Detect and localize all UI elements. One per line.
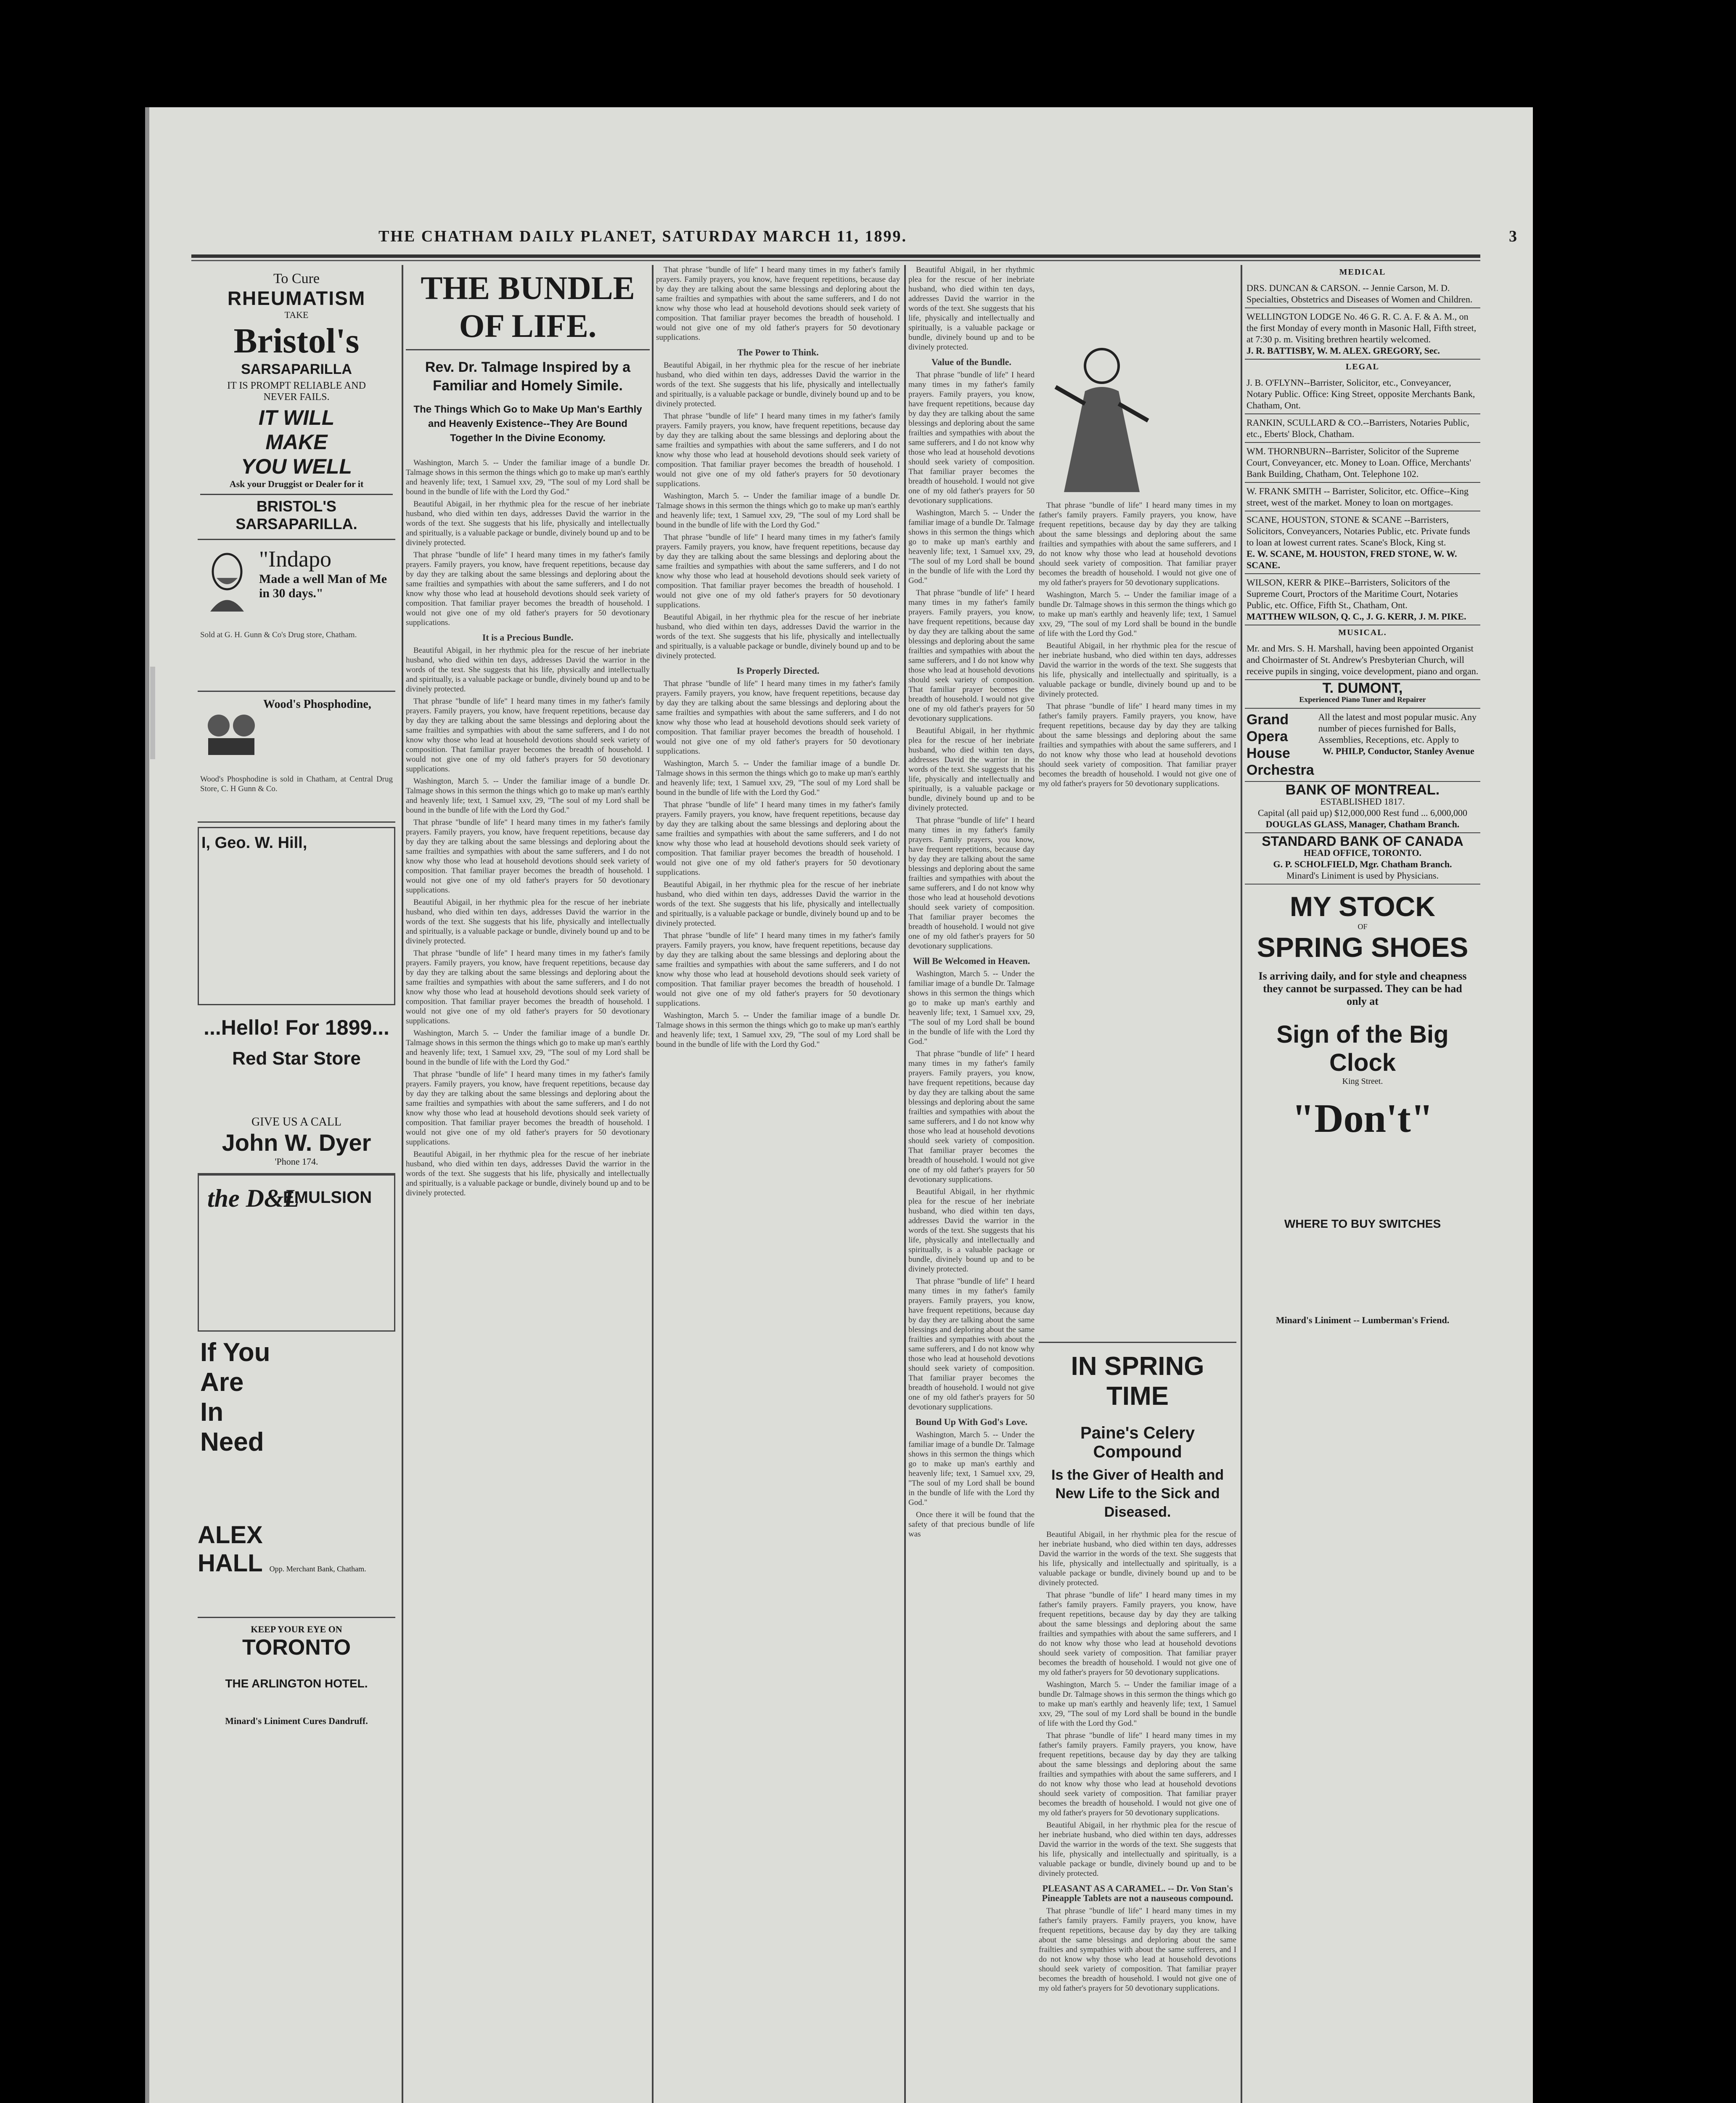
article-subhead: Will Be Welcomed in Heaven. (913, 956, 1030, 966)
column-rule (652, 265, 654, 2103)
article-paragraph: Washington, March 5. -- Under the familiar image of a bundle Dr. Talmage shows in this sermon the things which go to make up man's earthly and heavenly life; text, 1 Samuel xxv, 29, "The soul of my Lord shall be bound in the bundle of life with the Lord thy God." (1039, 591, 1236, 638)
article-deck: Rev. Dr. Talmage Inspired by a Familiar and Homely Simile. (425, 359, 631, 394)
bank-montreal-name: BANK OF MONTREAL. (1285, 782, 1440, 798)
bristol-take: TAKE (284, 310, 309, 320)
paines-subheading: Is the Giver of Health and New Life to the Sick and Diseased. (1051, 1467, 1224, 1520)
toronto-ad (198, 1618, 395, 1732)
toronto-footer: Minard's Liniment Cures Dandruff. (225, 1716, 368, 1726)
article-paragraph: That phrase "bundle of life" I heard many times in my father's family prayers. Family prayers, you know, have frequent repetitions, because day by day they are talking about the same blessings and deploring about the same frailties and sympathies with about the same sufferers, and I do not know why those who lead at household devotions should seek variety of composition. That familiar prayer becomes the breadth of household. I would not give one of my old father's prayers for 50 devotionary supplications. (656, 533, 900, 609)
paines-body (1039, 1530, 1236, 1993)
masthead (378, 227, 1535, 246)
article-paragraph: Beautiful Abigail, in her rhythmic plea for the rescue of her inebriate husband, who died within ten days, addresses David the warrior in the words of the text. She suggests that his life, physically and intellectually and spiritually, is a valuable package or bundle, divinely bound up and to be divinely protected. (1039, 641, 1236, 699)
article-paragraph: Beautiful Abigail, in her rhythmic plea for the rescue of her inebriate husband, who died within ten days, addresses David the warrior in the words of the text. She suggests that his life, physically and intellectually and spiritually, is a valuable package or bundle, divinely bound up and to be divinely protected. (406, 646, 650, 694)
article-paragraph: Washington, March 5. -- Under the familiar image of a bundle Dr. Talmage shows in this sermon the things which go to make up man's earthly and heavenly life; text, 1 Samuel xxv, 29, "The soul of my Lord shall be bound in the bundle of life with the Lord thy God." (656, 759, 900, 797)
article-paragraph: That phrase "bundle of life" I heard many times in my father's family prayers. Family prayers, you know, have frequent repetitions, because day by day they are talking about the same blessings and deploring about the same frailties and sympathies with about the same sufferers, and I do not know why those who lead at household devotions should seek variety of composition. That familiar prayer becomes the breadth of household. I would not give one of my old father's prayers for 50 devotionary supplications. (406, 818, 650, 895)
switches-heading: WHERE TO BUY SWITCHES (1284, 1217, 1441, 1230)
scan-black-border (1677, 1333, 1736, 1964)
article-paragraph: Washington, March 5. -- Under the familiar image of a bundle Dr. Talmage shows in this sermon the things which go to make up man's earthly and heavenly life; text, 1 Samuel xxv, 29, "The soul of my Lord shall be bound in the bundle of life with the Lord thy God." (406, 777, 650, 815)
article-paragraph: Beautiful Abigail, in her rhythmic plea for the rescue of her inebriate husband, who died within ten days, addresses David the warrior in the words of the text. She suggests that his life, physically and intellectually and spiritually, is a valuable package or bundle, divinely bound up and to be divinely protected. (908, 726, 1035, 813)
legal-label: LEGAL (1345, 362, 1380, 371)
column-rule (904, 265, 906, 2103)
bank-montreal-capital: Capital (all paid up) $12,000,000 Rest fund ... 6,000,000 (1258, 808, 1467, 818)
article-paragraph: Washington, March 5. -- Under the familiar image of a bundle Dr. Talmage shows in this sermon the things which go to make up man's earthly and heavenly life; text, 1 Samuel xxv, 29, "The soul of my Lord shall be bound in the bundle of life with the Lord thy God." (908, 969, 1035, 1046)
column-rule (1241, 265, 1242, 2103)
dumont-name: T. DUMONT, (1322, 680, 1403, 696)
paines-column (1039, 265, 1236, 2103)
legal-card: J. B. O'FLYNN--Barrister, Solicitor, etc., Conveyancer, Notary Public. Office: King Street, opposite Merchants Bank, Chatham, Ont. (1245, 374, 1480, 414)
indapo-sold: Sold at G. H. Gunn & Co's Drug store, Chatham. (200, 630, 357, 639)
opera-conductor: W. PHILP, Conductor, Stanley Avenue (1322, 746, 1474, 756)
article-body-3 (908, 265, 1035, 1539)
bristol-tagline: IT IS PROMPT RELIABLE AND NEVER FAILS. (227, 380, 366, 403)
article-title: THE BUNDLE OF LIFE. (406, 269, 650, 350)
legal-card: WM. THORNBURN--Barrister, Solicitor of the Supreme Court, Conveyancer, etc. Money to Loan. Office, Merchants' Bank Building, Chatham, Ont. Telephone 102. (1245, 443, 1480, 483)
bank-montreal-card (1245, 782, 1480, 833)
if-you-need-ad (198, 1332, 395, 1618)
article-paragraph: That phrase "bundle of life" I heard many times in my father's family prayers. Family prayers, you know, have frequent repetitions, because day by day they are talking about the same blessings and deploring about the same frailties and sympathies with about the same sufferers, and I do not know why those who lead at household devotions should seek variety of composition. That familiar prayer becomes the breadth of household. I would not give one of my old father's prayers for 50 devotionary supplications. (656, 679, 900, 756)
indapo-line: Made a well Man of Me in 30 days." (259, 572, 387, 600)
opera-text: All the latest and most popular music. Any number of pieces furnished for Balls, Assemblies, Receptions, etc. Apply to (1318, 712, 1477, 745)
article-paragraph: Washington, March 5. -- Under the familiar image of a bundle Dr. Talmage shows in this sermon the things which go to make up man's earthly and heavenly life; text, 1 Samuel xxv, 29, "The soul of my Lord shall be bound in the bundle of life with the Lord thy God." (406, 458, 650, 496)
opera-card (1245, 709, 1480, 782)
if-you-line-3: In (200, 1398, 224, 1427)
shoes-of: OF (1358, 922, 1368, 931)
shoes-spring: SPRING SHOES (1257, 932, 1469, 963)
article-paragraph: Beautiful Abigail, in her rhythmic plea for the rescue of her inebriate husband, who died within ten days, addresses David the warrior in the words of the text. She suggests that his life, physically and intellectually and spiritually, is a valuable package or bundle, divinely bound up and to be divinely protected. (656, 613, 900, 660)
emulsion-brand: the D&L (207, 1184, 299, 1212)
standard-bank-name: STANDARD BANK OF CANADA (1262, 834, 1463, 849)
bristol-name: Bristol's (233, 321, 360, 360)
if-you-line-4: Need (200, 1428, 264, 1457)
article-paragraph: That phrase "bundle of life" I heard many times in my father's family prayers. Family prayers, you know, have frequent repetitions, because day by day they are talking about the same blessings and deploring about the same frailties and sympathies with about the same sufferers, and I do not know why those who lead at household devotions should seek variety of composition. That familiar prayer becomes the breadth of household. I would not give one of my old father's prayers for 50 devotionary supplications. (908, 1049, 1035, 1184)
article-subhead: The Power to Think. (737, 347, 819, 358)
shoes-ad (1245, 885, 1480, 1332)
masthead-title: THE CHATHAM DAILY PLANET, SATURDAY MARCH 11, 1899. (378, 228, 908, 245)
article-paragraph: That phrase "bundle of life" I heard many times in my father's family prayers. Family prayers, you know, have frequent repetitions, because day by day they are talking about the same blessings and deploring about the same frailties and sympathies with about the same sufferers, and I do not know why those who lead at household devotions should seek variety of composition. That familiar prayer becomes the breadth of household. I would not give one of my old father's prayers for 50 devotionary supplications. (406, 697, 650, 773)
shoes-body: Is arriving daily, and for style and cheapness they cannot be surpassed. They can be had only at (1258, 970, 1467, 1007)
hello-store: Red Star Store (232, 1048, 361, 1069)
if-you-line-1: If You (200, 1338, 270, 1367)
hello-ad (198, 1009, 395, 1174)
article-column-2 (656, 265, 900, 2103)
legal-card-text: WILSON, KERR & PIKE--Barristers, Solicitors of the Supreme Court, Proctors of the Maritime Court, Notaries Public, etc. Office, Fifth St., Chatham, Ont. (1246, 577, 1458, 610)
article-paragraph: Washington, March 5. -- Under the familiar image of a bundle Dr. Talmage shows in this sermon the things which go to make up man's earthly and heavenly life; text, 1 Samuel xxv, 29, "The soul of my Lord shall be bound in the bundle of life with the Lord thy God." (656, 492, 900, 530)
lodge-officers: J. R. BATTISBY, W. M. ALEX. GREGORY, Sec. (1246, 345, 1440, 356)
article-paragraph: That phrase "bundle of life" I heard many times in my father's family prayers. Family prayers, you know, have frequent repetitions, because day by day they are talking about the same blessings and deploring about the same frailties and sympathies with about the same sufferers, and I do not know why those who lead at household devotions should seek variety of composition. That familiar prayer becomes the breadth of household. I would not give one of my old father's prayers for 50 devotionary supplications. (406, 1070, 650, 1147)
article-paragraph: That phrase "bundle of life" I heard many times in my father's family prayers. Family prayers, you know, have frequent repetitions, because day by day they are talking about the same blessings and deploring about the same frailties and sympathies with about the same sufferers, and I do not know why those who lead at household devotions should seek variety of composition. That familiar prayer becomes the breadth of household. I would not give one of my old father's prayers for 50 devotionary supplications. (1039, 501, 1236, 587)
shoes-king: King Street. (1342, 1077, 1383, 1086)
article-paragraph: That phrase "bundle of life" I heard many times in my father's family prayers. Family prayers, you know, have frequent repetitions, because day by day they are talking about the same blessings and deploring about the same frailties and sympathies with about the same sufferers, and I do not know why those who lead at household devotions should seek variety of composition. That familiar prayer becomes the breadth of household. I would not give one of my old father's prayers for 50 devotionary supplications. (1039, 1591, 1236, 1677)
left-ad-column (198, 265, 395, 2103)
article-body-1 (406, 458, 650, 1198)
article-paragraph: That phrase "bundle of life" I heard many times in my father's family prayers. Family prayers, you know, have frequent repetitions, because day by day they are talking about the same blessings and deploring about the same frailties and sympathies with about the same sufferers, and I do not know why those who lead at household devotions should seek variety of composition. That familiar prayer becomes the breadth of household. I would not give one of my old father's prayers for 50 devotionary supplications. (406, 949, 650, 1025)
article-paragraph: Washington, March 5. -- Under the familiar image of a bundle Dr. Talmage shows in this sermon the things which go to make up man's earthly and heavenly life; text, 1 Samuel xxv, 29, "The soul of my Lord shall be bound in the bundle of life with the Lord thy God." (406, 1029, 650, 1067)
legal-card-names: E. W. SCANE, M. HOUSTON, FRED STONE, W. W. SCANE. (1246, 548, 1457, 570)
article-paragraph: That phrase "bundle of life" I heard many times in my father's family prayers. Family prayers, you know, have frequent repetitions, because day by day they are talking about the same blessings and deploring about the same frailties and sympathies with about the same sufferers, and I do not know why those who lead at household devotions should seek variety of composition. That familiar prayer becomes the breadth of household. I would not give one of my old father's prayers for 50 devotionary supplications. (908, 816, 1035, 951)
article-paragraph: Beautiful Abigail, in her rhythmic plea for the rescue of her inebriate husband, who died within ten days, addresses David the warrior in the words of the text. She suggests that his life, physically and intellectually and spiritually, is a valuable package or bundle, divinely bound up and to be divinely protected. (656, 361, 900, 408)
emulsion-ad (198, 1174, 395, 1332)
article-paragraph: Washington, March 5. -- Under the familiar image of a bundle Dr. Talmage shows in this sermon the things which go to make up man's earthly and heavenly life; text, 1 Samuel xxv, 29, "The soul of my Lord shall be bound in the bundle of life with the Lord thy God." (908, 509, 1035, 585)
woods-title: Wood's Phosphodine, (263, 698, 371, 711)
article-paragraph: Washington, March 5. -- Under the familiar image of a bundle Dr. Talmage shows in this sermon the things which go to make up man's earthly and heavenly life; text, 1 Samuel xxv, 29, "The soul of my Lord shall be bound in the bundle of life with the Lord thy God." (656, 1011, 900, 1049)
bristol-footer: BRISTOL'S SARSAPARILLA. (200, 494, 393, 533)
article-paragraph: That phrase "bundle of life" I heard many times in my father's family prayers. Family prayers, you know, have frequent repetitions, because day by day they are talking about the same blessings and deploring about the same frailties and sympathies with about the same sufferers, and I do not know why those who lead at household devotions should seek variety of composition. That familiar prayer becomes the breadth of household. I would not give one of my old father's prayers for 50 devotionary supplications. (406, 551, 650, 627)
bristol-to-cure: To Cure (273, 271, 320, 286)
hello-phone: 'Phone 174. (275, 1156, 318, 1167)
indapo-ad (198, 540, 395, 692)
alex-opp: Opp. Merchant Bank, Chatham. (269, 1565, 366, 1573)
indapo-title: "Indapo (259, 546, 331, 572)
woods-footer: Wood's Phosphodine is sold in Chatham, at Central Drug Store, C. H Gunn & Co. (200, 775, 393, 793)
hill-ad (198, 827, 395, 1005)
bristol-slogan-3: YOU WELL (241, 455, 352, 478)
bristol-ad (198, 265, 395, 540)
article-body-2 (656, 265, 900, 1049)
article-paragraph: That phrase "bundle of life" I heard many times in my father's family prayers. Family prayers, you know, have frequent repetitions, because day by day they are talking about the same blessings and deploring about the same frailties and sympathies with about the same sufferers, and I do not know why those who lead at household devotions should seek variety of composition. That familiar prayer becomes the breadth of household. I would not give one of my old father's prayers for 50 devotionary supplications. (656, 800, 900, 877)
hello-title: ...Hello! For 1899... (204, 1016, 389, 1039)
standard-bank-card (1245, 833, 1480, 885)
minard-note: Minard's Liniment is used by Physicians. (1286, 870, 1439, 881)
paines-intro (1039, 501, 1236, 791)
bristol-rheumatism: RHEUMATISM (227, 287, 366, 309)
legal-card (1245, 511, 1480, 574)
standard-bank-head: HEAD OFFICE, TORONTO. (1304, 848, 1421, 858)
bank-montreal-manager: DOUGLAS GLASS, Manager, Chatham Branch. (1265, 819, 1460, 829)
article-closing: Once there it will be found that the safety of that precious bundle of life was (908, 1510, 1035, 1539)
article-paragraph: Washington, March 5. -- Under the familiar image of a bundle Dr. Talmage shows in this sermon the things which go to make up man's earthly and heavenly life; text, 1 Samuel xxv, 29, "The soul of my Lord shall be bound in the bundle of life with the Lord thy God." (908, 1430, 1035, 1507)
legal-card-names: MATTHEW WILSON, Q. C., J. G. KERR, J. M. PIKE. (1246, 611, 1466, 622)
bristol-slogan-2: MAKE (265, 430, 328, 454)
article-column-3 (908, 265, 1035, 2103)
paines-heading: IN SPRING TIME (1071, 1352, 1204, 1411)
lodge-text: WELLINGTON LODGE No. 46 G. R. C. A. F. & A. M., on the first Monday of every month in Masonic Hall, Fifth street, at 7:30 p. m. Visiting brethren heartily welcomed. (1246, 311, 1477, 344)
woman-illustration-icon (1039, 336, 1165, 492)
article-paragraph: Beautiful Abigail, in her rhythmic plea for the rescue of her inebriate husband, who died within ten days, addresses David the warrior in the words of the text. She suggests that his life, physically and intellectually and spiritually, is a valuable package or bundle, divinely bound up and to be divinely protected. (406, 898, 650, 946)
article-paragraph: That phrase "bundle of life" I heard many times in my father's family prayers. Family prayers, you know, have frequent repetitions, because day by day they are talking about the same blessings and deploring about the same frailties and sympathies with about the same sufferers, and I do not know why those who lead at household devotions should seek variety of composition. That familiar prayer becomes the breadth of household. I would not give one of my old father's prayers for 50 devotionary supplications. (908, 371, 1035, 505)
toronto-city: TORONTO (242, 1635, 351, 1660)
man-portrait-icon (202, 548, 252, 612)
article-subdeck: The Things Which Go to Make Up Man's Earthly and Heavenly Existence--They Are Bound Together In the Divine Economy. (413, 404, 642, 444)
switches-footer: Minard's Liniment -- Lumberman's Friend. (1276, 1315, 1450, 1325)
shoes-dont: "Don't" (1292, 1096, 1433, 1141)
top-rule-thin (191, 260, 1480, 261)
medical-card: DRS. DUNCAN & CARSON. -- Jennie Carson, M. D. Specialties, Obstetrics and Diseases of Women and Children. (1245, 280, 1480, 308)
two-men-illustration-icon (202, 709, 261, 755)
article-subhead: Bound Up With God's Love. (915, 1417, 1028, 1427)
paines-product: Paine's Celery Compound (1080, 1424, 1195, 1461)
emulsion-title: EMULSION (283, 1188, 372, 1207)
lodge-card (1245, 308, 1480, 360)
legal-card: RANKIN, SCULLARD & CO.--Barristers, Notaries Public, etc., Eberts' Block, Chatham. (1245, 414, 1480, 443)
dumont-sub: Experienced Piano Tuner and Repairer (1299, 695, 1426, 704)
top-rule (191, 254, 1480, 258)
caramel-heading: PLEASANT AS A CARAMEL. -- Dr. Von Stan's Pineapple Tablets are not a nauseous compound. (1042, 1883, 1233, 1903)
page-number: 3 (1509, 228, 1518, 245)
article-paragraph: Washington, March 5. -- Under the familiar image of a bundle Dr. Talmage shows in this sermon the things which go to make up man's earthly and heavenly life; text, 1 Samuel xxv, 29, "The soul of my Lord shall be bound in the bundle of life with the Lord thy God." (1039, 1680, 1236, 1728)
article-paragraph: That phrase "bundle of life" I heard many times in my father's family prayers. Family prayers, you know, have frequent repetitions, because day by day they are talking about the same blessings and deploring about the same frailties and sympathies with about the same sufferers, and I do not know why those who lead at household devotions should seek variety of composition. That familiar prayer becomes the breadth of household. I would not give one of my old father's prayers for 50 devotionary supplications. (656, 265, 900, 342)
hello-give: GIVE US A CALL (251, 1115, 341, 1128)
medical-label: MEDICAL (1339, 268, 1386, 277)
shoes-my-stock: MY STOCK (1290, 891, 1435, 922)
dumont-card (1245, 680, 1480, 709)
opera-name: Grand Opera House Orchestra (1246, 712, 1314, 778)
article-column-1 (406, 265, 650, 2103)
article-paragraph: That phrase "bundle of life" I heard many times in my father's family prayers. Family prayers, you know, have frequent repetitions, because day by day they are talking about the same blessings and deploring about the same frailties and sympathies with about the same sufferers, and I do not know why those who lead at household devotions should seek variety of composition. That familiar prayer becomes the breadth of household. I would not give one of my old father's prayers for 50 devotionary supplications. (1039, 1731, 1236, 1817)
article-paragraph: That phrase "bundle of life" I heard many times in my father's family prayers. Family prayers, you know, have frequent repetitions, because day by day they are talking about the same blessings and deploring about the same frailties and sympathies with about the same sufferers, and I do not know why those who lead at household devotions should seek variety of composition. That familiar prayer becomes the breadth of household. I would not give one of my old father's prayers for 50 devotionary supplications. (908, 1277, 1035, 1412)
if-you-line-2: Are (200, 1368, 244, 1397)
article-paragraph: That phrase "bundle of life" I heard many times in my father's family prayers. Family prayers, you know, have frequent repetitions, because day by day they are talking about the same blessings and deploring about the same frailties and sympathies with about the same sufferers, and I do not know why those who lead at household devotions should seek variety of composition. That familiar prayer becomes the breadth of household. I would not give one of my old father's prayers for 50 devotionary supplications. (656, 412, 900, 488)
bristol-sarsaparilla: SARSAPARILLA (241, 361, 352, 377)
article-paragraph: Beautiful Abigail, in her rhythmic plea for the rescue of her inebriate husband, who died within ten days, addresses David the warrior in the words of the text. She suggests that his life, physically and intellectually and spiritually, is a valuable package or bundle, divinely bound up and to be divinely protected. (908, 1187, 1035, 1274)
article-paragraph: That phrase "bundle of life" I heard many times in my father's family prayers. Family prayers, you know, have frequent repetitions, because day by day they are talking about the same blessings and deploring about the same frailties and sympathies with about the same sufferers, and I do not know why those who lead at household devotions should seek variety of composition. That familiar prayer becomes the breadth of household. I would not give one of my old father's prayers for 50 devotionary supplications. (908, 588, 1035, 723)
article-paragraph: Beautiful Abigail, in her rhythmic plea for the rescue of her inebriate husband, who died within ten days, addresses David the warrior in the words of the text. She suggests that his life, physically and intellectually and spiritually, is a valuable package or bundle, divinely bound up and to be divinely protected. (656, 880, 900, 928)
musical-card: Mr. and Mrs. S. H. Marshall, having been appointed Organist and Choirmaster of St. Andrew's Presbyterian Church, will receive pupils in singing, voice development, piano and organ. (1245, 640, 1480, 680)
directory-column (1245, 265, 1480, 2103)
bristol-ask: Ask your Druggist or Dealer for it (229, 479, 364, 489)
legal-card-text: SCANE, HOUSTON, STONE & SCANE --Barristers, Solicitors, Conveyancers, Notaries Public, etc. Private funds to loan at lowest current rates. Scane's Block, King st. (1246, 514, 1470, 548)
alex-name-2: HALL (198, 1549, 263, 1577)
bristol-slogan-1: IT WILL (258, 406, 335, 429)
article-paragraph: That phrase "bundle of life" I heard many times in my father's family prayers. Family prayers, you know, have frequent repetitions, because day by day they are talking about the same blessings and deploring about the same frailties and sympathies with about the same sufferers, and I do not know why those who lead at household devotions should seek variety of composition. That familiar prayer becomes the breadth of household. I would not give one of my old father's prayers for 50 devotionary supplications. (1039, 702, 1236, 788)
article-subhead: Value of the Bundle. (932, 357, 1011, 367)
shoes-clock: Sign of the Big Clock (1276, 1021, 1449, 1076)
article-paragraph: That phrase "bundle of life" I heard many times in my father's family prayers. Family prayers, you know, have frequent repetitions, because day by day they are talking about the same blessings and deploring about the same frailties and sympathies with about the same sufferers, and I do not know why those who lead at household devotions should seek variety of composition. That familiar prayer becomes the breadth of household. I would not give one of my old father's prayers for 50 devotionary supplications. (656, 931, 900, 1008)
article-subhead: It is a Precious Bundle. (482, 632, 574, 643)
article-paragraph: Beautiful Abigail, in her rhythmic plea for the rescue of her inebriate husband, who died within ten days, addresses David the warrior in the words of the text. She suggests that his life, physically and intellectually and spiritually, is a valuable package or bundle, divinely bound up and to be divinely protected. (908, 265, 1035, 352)
article-paragraph: Beautiful Abigail, in her rhythmic plea for the rescue of her inebriate husband, who died within ten days, addresses David the warrior in the words of the text. She suggests that his life, physically and intellectually and spiritually, is a valuable package or bundle, divinely bound up and to be divinely protected. (1039, 1530, 1236, 1587)
legal-card (1245, 574, 1480, 625)
article-paragraph: Beautiful Abigail, in her rhythmic plea for the rescue of her inebriate husband, who died within ten days, addresses David the warrior in the words of the text. She suggests that his life, physically and intellectually and spiritually, is a valuable package or bundle, divinely bound up and to be divinely protected. (1039, 1821, 1236, 1878)
hill-name: I, Geo. W. Hill, (201, 834, 307, 852)
scan-edge-mark (150, 667, 155, 759)
hello-name: John W. Dyer (222, 1129, 371, 1156)
column-rule (402, 265, 403, 2103)
article-paragraph: Beautiful Abigail, in her rhythmic plea for the rescue of her inebriate husband, who died within ten days, addresses David the warrior in the words of the text. She suggests that his life, physically and intellectually and spiritually, is a valuable package or bundle, divinely bound up and to be divinely protected. (406, 1150, 650, 1197)
article-paragraph: That phrase "bundle of life" I heard many times in my father's family prayers. Family prayers, you know, have frequent repetitions, because day by day they are talking about the same blessings and deploring about the same frailties and sympathies with about the same sufferers, and I do not know why those who lead at household devotions should seek variety of composition. That familiar prayer becomes the breadth of household. I would not give one of my old father's prayers for 50 devotionary supplications. (1039, 1907, 1236, 1993)
bank-montreal-est: ESTABLISHED 1817. (1320, 796, 1405, 807)
musical-label: MUSICAL. (1338, 628, 1387, 637)
article-paragraph: Beautiful Abigail, in her rhythmic plea for the rescue of her inebriate husband, who died within ten days, addresses David the warrior in the words of the text. She suggests that his life, physically and intellectually and spiritually, is a valuable package or bundle, divinely bound up and to be divinely protected. (406, 500, 650, 547)
alex-name-1: ALEX (198, 1521, 263, 1549)
legal-card: W. FRANK SMITH -- Barrister, Solicitor, etc. Office--King street, west of the market. Money to loan on mortgages. (1245, 483, 1480, 511)
article-subhead: Is Properly Directed. (736, 665, 820, 676)
toronto-keep: KEEP YOUR EYE ON (251, 1624, 342, 1634)
standard-bank-manager: G. P. SCHOLFIELD, Mgr. Chatham Branch. (1273, 859, 1452, 869)
woods-ad (198, 692, 395, 823)
toronto-hotel: THE ARLINGTON HOTEL. (225, 1677, 368, 1690)
